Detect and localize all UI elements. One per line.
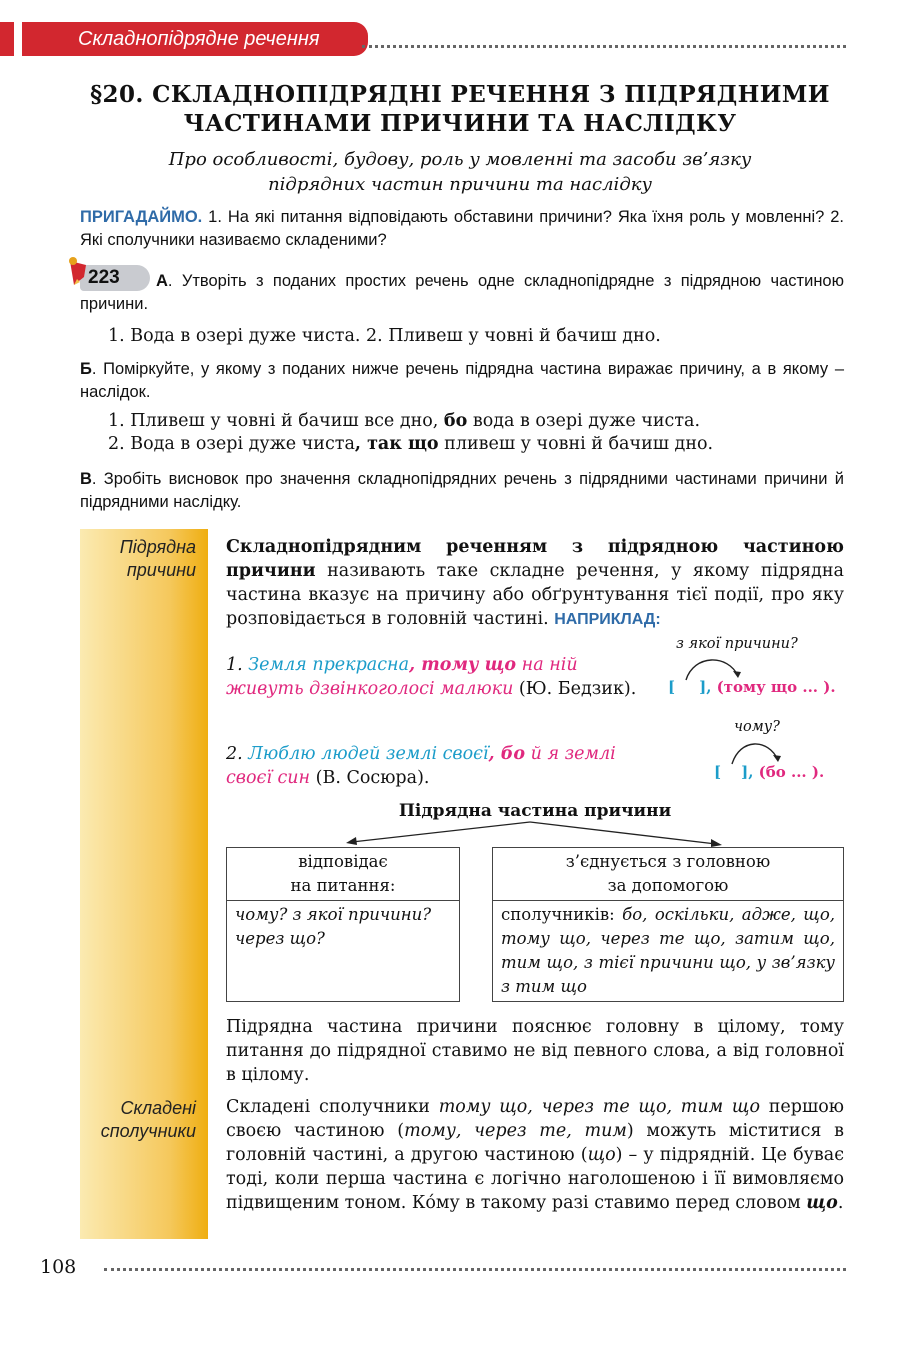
ex2-conjunction: , бо [488, 744, 526, 764]
side-label-compound-line2: сполучники [100, 1121, 196, 1141]
exercise-a-text: . Утворіть з поданих простих речень одне складнопідрядне з підрядною частиною причини. [80, 272, 844, 313]
title-line-1: §20. СКЛАДНОПІДРЯДНІ РЕЧЕННЯ З ПІДРЯДНИМИ [90, 81, 830, 108]
ex2-scheme [714, 763, 824, 781]
example-1 [226, 653, 646, 701]
page-number: 108 [40, 1256, 77, 1278]
exercise-b-sentence-2 [108, 433, 848, 456]
definition-paragraph [226, 535, 844, 632]
ex2-scheme-open: [ [714, 763, 722, 781]
compound-paragraph [226, 1095, 844, 1215]
exercise-a [80, 270, 844, 316]
compound-t9: . [837, 1193, 844, 1213]
diagram-left-head [227, 848, 460, 901]
ex1-num: 1. [226, 655, 249, 675]
side-label-compound-line1: Складені [120, 1098, 196, 1118]
header-dotted-rule [362, 45, 846, 48]
ex2-scheme-close: ], [741, 763, 754, 781]
right-body-conjunctions: бо, оскільки, адже, що, тому що, через те що, затим що, тим що, з тієї причини що, у зв’язку з тим що [501, 905, 836, 996]
recall-paragraph [80, 206, 844, 252]
b1-conjunction: бо [443, 411, 468, 431]
definition-text: називають таке складне речення, у якому підрядна частина вказує на причину або обґрунтування тієї події, про яку розповідається в головній частині. [226, 561, 844, 629]
side-label-cause-line1: Підрядна [119, 537, 196, 557]
definition-term: Складнопідрядним реченням з підрядною частиною причини [226, 537, 844, 581]
compound-t4: тому, через те, тим [404, 1121, 627, 1141]
right-head-line2: за допомогою [607, 876, 729, 895]
compound-t5: ) можуть міститися в головній частині, а другою частиною ( [226, 1121, 845, 1165]
exercise-c-label: В [80, 470, 92, 488]
ex1-source: (Ю. Бедзик). [513, 679, 637, 699]
example-label: НАПРИКЛАД: [554, 611, 661, 628]
diagram-left-body: чому? з якої причини? через що? [227, 901, 460, 1002]
ex1-scheme-open: [ [668, 678, 676, 696]
ex1-main-clause: Земля прекрасна [248, 655, 410, 675]
recall-text: 1. На які питання відповідають обставини причини? Яка їхня роль у мовленні? 2. Які сполучники називаємо складеними? [80, 208, 844, 249]
b2-part-1: 2. Вода в озері дуже чиста [108, 434, 355, 454]
compound-t2: тому що, через те що, тим що [438, 1097, 760, 1117]
b1-part-2: вода в озері дуже чиста. [467, 411, 701, 431]
compound-t1: Складені сполучники [226, 1097, 439, 1117]
exercise-b [80, 358, 844, 404]
side-label-cause [80, 536, 196, 582]
exercise-number: 223 [88, 267, 120, 288]
b2-part-2: пливеш у човні й бачиш дно. [438, 434, 714, 454]
compound-t6: що [587, 1145, 616, 1165]
ex1-scheme-sub: (тому що ... ). [711, 678, 836, 696]
b2-conjunction: , так що [354, 434, 439, 454]
exercise-b-label: Б [80, 360, 92, 378]
ex2-subordinate-clause: й я землі своєї син [226, 744, 616, 788]
side-label-cause-line2: причини [126, 560, 196, 580]
exercise-a-label: А [156, 272, 168, 290]
diagram-title: Підрядна частина причини [398, 801, 672, 821]
compound-t8: що [806, 1193, 838, 1213]
subtitle-line-2: підрядних частин причини та наслідку [268, 174, 652, 195]
diagram-right-head [493, 848, 844, 901]
title-line-2: ЧАСТИНАМИ ПРИЧИНИ ТА НАСЛІДКУ [183, 110, 737, 137]
note-paragraph: Підрядна частина причини пояснює головну в цілому, тому питання до підрядної ставимо не від певного слова, а від головної в цілому. [226, 1017, 844, 1085]
ex2-scheme-sub: (бо ... ). [753, 763, 825, 781]
recall-label: ПРИГАДАЙМО. [80, 208, 203, 226]
diagram-right-box [492, 847, 844, 1002]
page-title [60, 80, 860, 138]
exercise-a-sentences: 1. Вода в озері дуже чиста. 2. Пливеш у човні й бачиш дно. [108, 326, 661, 346]
right-head-line1: з’єднується з головною [565, 852, 771, 871]
right-body-lead: сполучників: [501, 905, 623, 924]
diagram-arrows-icon [340, 818, 730, 850]
subtitle-line-1: Про особливості, будову, роль у мовленні та засоби зв’язку [168, 149, 752, 170]
section-tab: Складнопідрядне речення [22, 22, 368, 56]
left-head-line1: відповідає [298, 852, 388, 871]
footer-dotted-rule [104, 1268, 846, 1271]
exercise-c-text: . Зробіть висновок про значення складнопідрядних речень з підрядними частинами причини й підрядними наслідку. [80, 470, 844, 511]
b1-part-1: 1. Пливеш у човні й бачиш все дно, [108, 411, 444, 431]
ex1-scheme-close: ], [699, 678, 712, 696]
page-subtitle [80, 147, 840, 197]
ex2-main-clause: Люблю людей землі своєї [248, 744, 489, 764]
exercise-c [80, 468, 844, 514]
exercise-b-text: . Поміркуйте, у якому з поданих нижче речень підрядна частина виражає причину, а в якому – наслідок. [80, 360, 844, 401]
exercise-b-sentence-1 [108, 410, 848, 433]
ex1-scheme [668, 678, 836, 696]
ex1-question: з якої причини? [676, 636, 798, 652]
ex1-subordinate-clause: на ній живуть дзвінкоголосі малюки [226, 655, 578, 699]
diagram-right-body [493, 901, 844, 1002]
ex2-question: чому? [734, 719, 780, 735]
example-2 [226, 742, 646, 790]
compound-t3: першою своєю частиною ( [226, 1097, 845, 1141]
left-head-line2: на питання: [290, 876, 396, 895]
compound-t7: ) – у підрядній. Це буває тоді, коли перша частина є логічно наголошеною і її вимовляємо підвищеним тоном. Ко́му в такому разі ставимо перед словом [226, 1145, 844, 1213]
diagram-left-box [226, 847, 460, 1002]
header-stub [0, 22, 14, 56]
side-label-compound [80, 1097, 196, 1143]
ex1-conjunction: , тому що [409, 655, 517, 675]
ex2-num: 2. [226, 744, 249, 764]
ex2-source: (В. Сосюра). [310, 768, 430, 788]
